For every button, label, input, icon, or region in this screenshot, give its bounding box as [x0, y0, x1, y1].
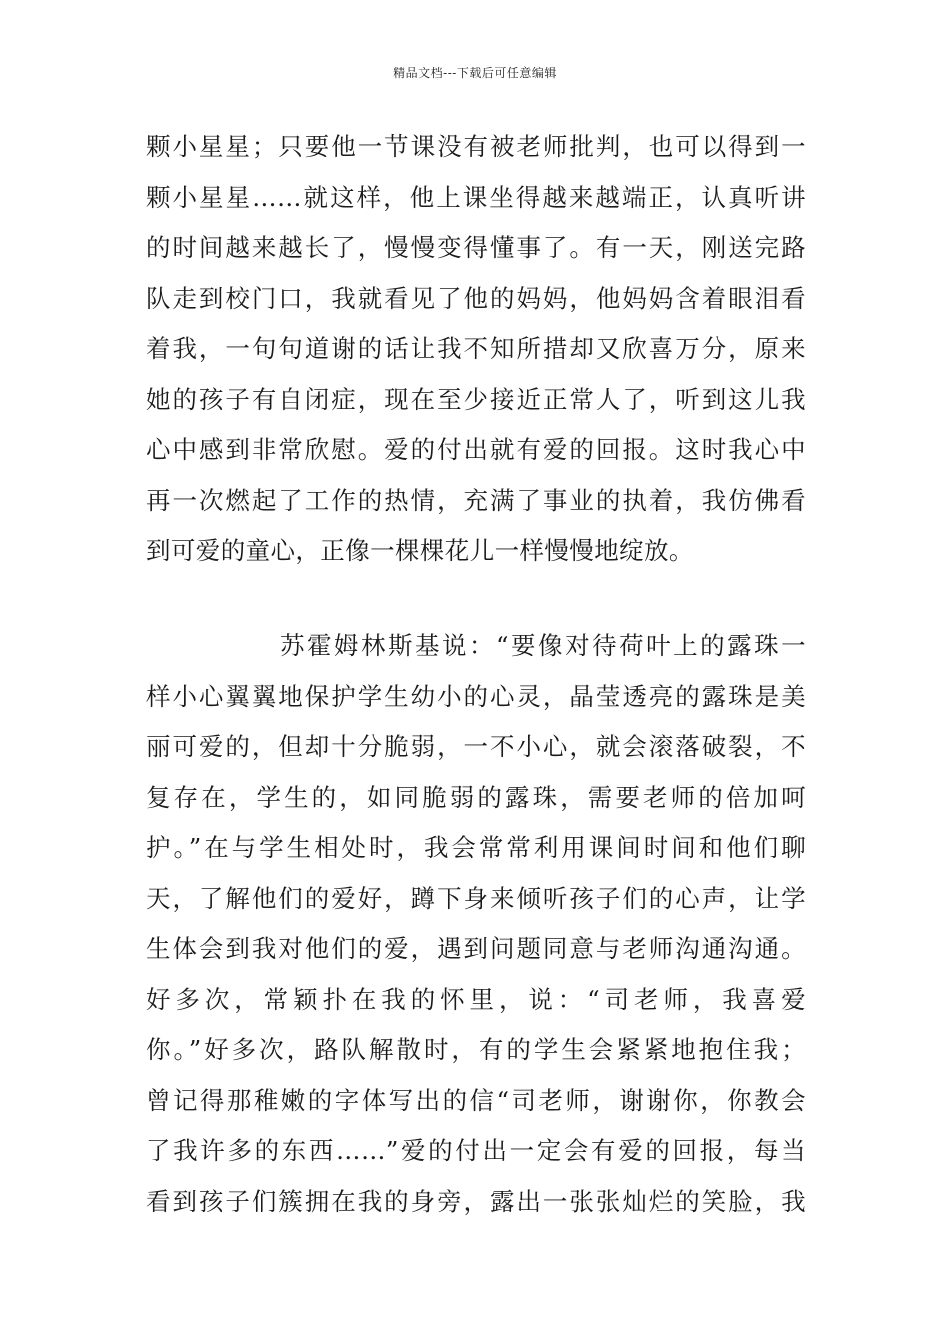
text-line: 天，了解他们的爱好，蹲下身来倾听孩子们的心声，让学	[146, 883, 806, 913]
paragraph-1	[146, 122, 806, 577]
text-line: 你。”好多次，路队解散时，有的学生会紧紧地抱住我；	[146, 1035, 806, 1064]
text-line: 看到孩子们簇拥在我的身旁，露出一张张灿烂的笑脸，我	[146, 1186, 806, 1216]
text-line: 好多次，常颖扑在我的怀里，说：“司老师，我喜爱	[146, 984, 806, 1014]
text-line: 心中感到非常欣慰。爱的付出就有爱的回报。这时我心中	[146, 435, 806, 464]
text-line: 复存在，学生的，如同脆弱的露珠，需要老师的倍加呵	[146, 782, 806, 812]
text-line: 生体会到我对他们的爱，遇到问题同意与老师沟通沟通。	[146, 934, 806, 963]
text-line: 样小心翼翼地保护学生幼小的心灵，晶莹透亮的露珠是美	[146, 681, 806, 711]
text-line: 护。”在与学生相处时，我会常常利用课间时间和他们聊	[146, 833, 806, 862]
text-line: 颗小星星；只要他一节课没有被老师批判，也可以得到一	[146, 132, 806, 161]
text-line: 她的孩子有自闭症，现在至少接近正常人了，听到这儿我	[146, 384, 806, 414]
text-line: 颗小星星……就这样，他上课坐得越来越端正，认真听讲	[146, 182, 806, 212]
text-line: 到可爱的童心，正像一棵棵花儿一样慢慢地绽放。	[146, 536, 694, 565]
text-line: 苏霍姆林斯基说：“要像对待荷叶上的露珠一	[280, 631, 806, 660]
page-header: 精品文档---下载后可任意编辑	[393, 66, 557, 80]
text-line: 的时间越来越长了，慢慢变得懂事了。有一天，刚送完路	[146, 233, 806, 262]
text-line: 丽可爱的，但却十分脆弱，一不小心，就会滚落破裂，不	[146, 732, 806, 761]
text-line: 曾记得那稚嫩的字体写出的信“司老师，谢谢你，你教会	[146, 1085, 806, 1115]
text-line: 着我，一句句道谢的话让我不知所措却又欣喜万分，原来	[146, 334, 806, 363]
text-line: 队走到校门口，我就看见了他的妈妈，他妈妈含着眼泪看	[146, 283, 806, 313]
text-line: 了我许多的东西……”爱的付出一定会有爱的回报，每当	[146, 1136, 806, 1165]
text-line: 再一次燃起了工作的热情，充满了事业的执着，我仿佛看	[146, 485, 806, 515]
paragraph-2	[146, 621, 806, 1227]
